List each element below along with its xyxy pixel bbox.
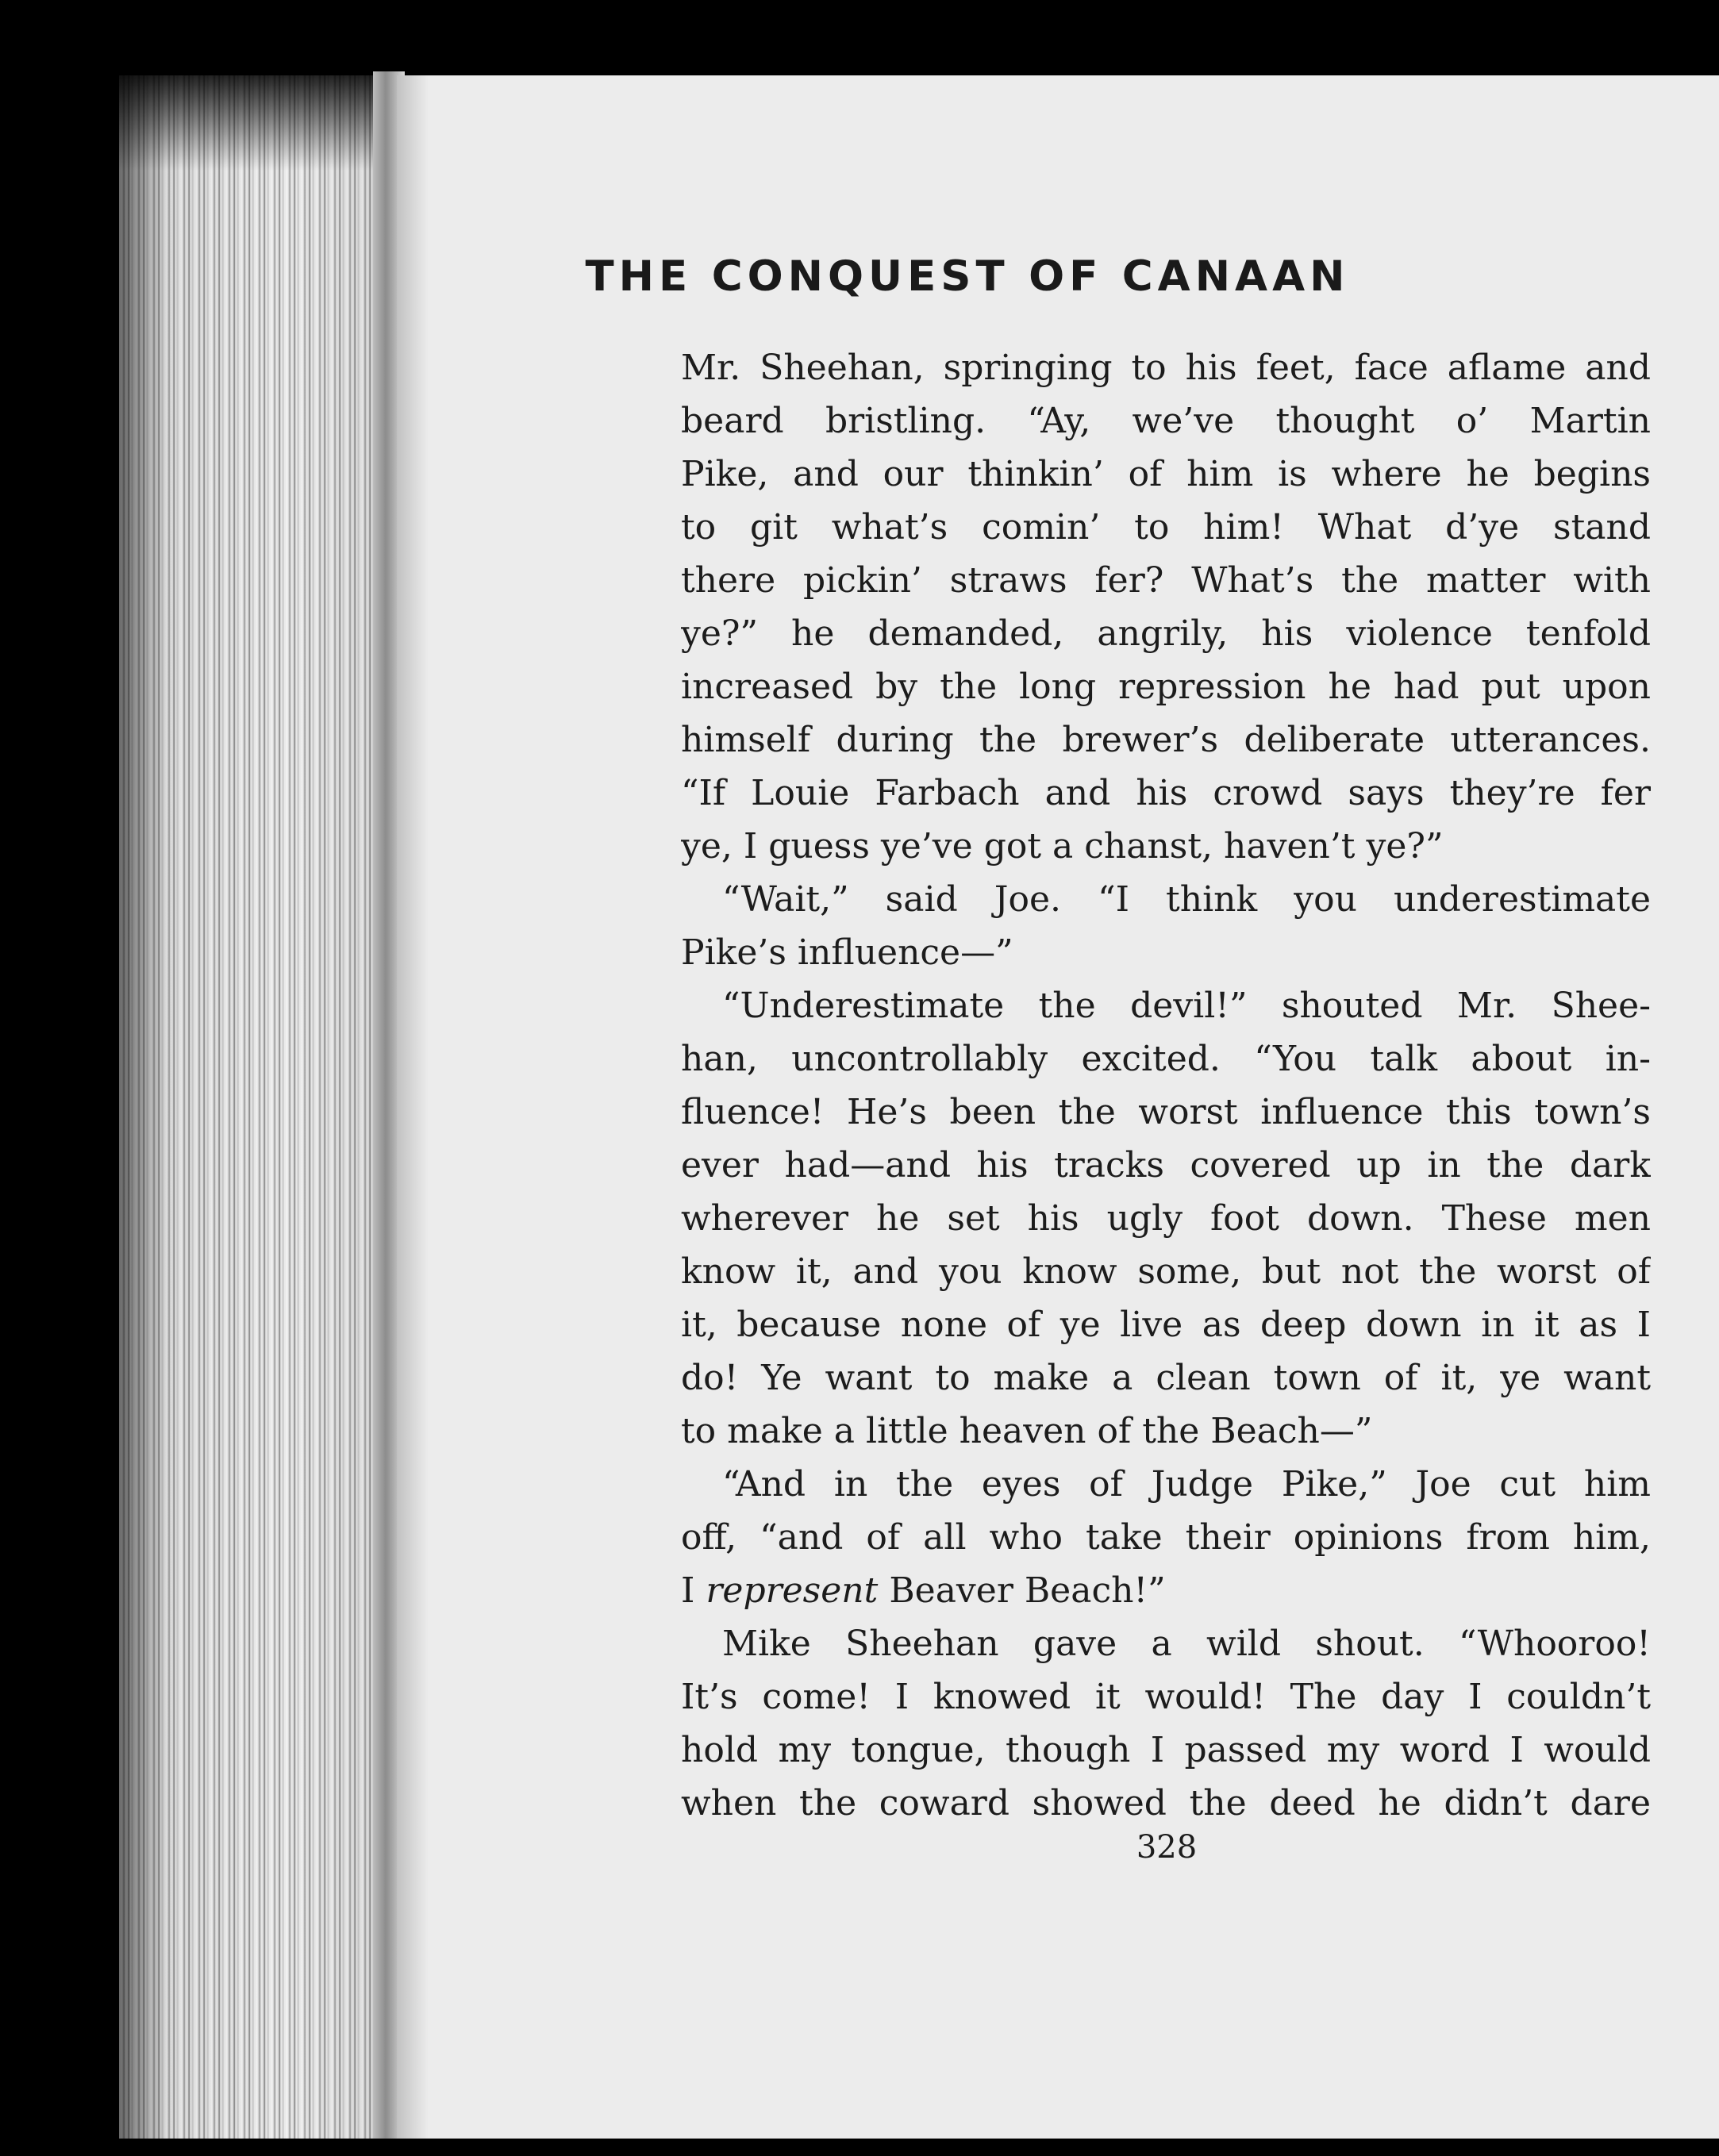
text-line: “Underestimate the devil!” shouted Mr. Shee- — [722, 986, 1651, 1026]
text-segment: I — [681, 1570, 706, 1611]
text-line: ye, I guess ye’ve got a chanst, haven’t ye?” — [681, 826, 1444, 867]
text-line: to git what’s comin’ to him! What d’ye stand — [681, 507, 1651, 548]
text-line: “Wait,” said Joe. “I think you underestimate — [722, 879, 1651, 920]
bottom-shadow — [119, 2139, 1719, 2156]
text-line: know it, and you know some, but not the worst of — [681, 1251, 1651, 1292]
text-line: wherever he set his ugly foot down. These men — [681, 1198, 1651, 1239]
text-line: himself during the brewer’s deliberate utterances. — [681, 720, 1651, 760]
text-line: Pike, and our thinkin’ of him is where he begins — [681, 454, 1651, 494]
text-line: off, “and of all who take their opinions from him, — [681, 1517, 1651, 1558]
text-line: “If Louie Farbach and his crowd says they’re fer — [681, 773, 1651, 813]
text-line: it, because none of ye live as deep down in it as I — [681, 1305, 1651, 1345]
running-head: THE CONQUEST OF CANAAN — [585, 252, 1350, 301]
text-line: Pike’s influence—” — [681, 932, 1013, 973]
text-line: hold my tongue, though I passed my word I would — [681, 1730, 1651, 1770]
body-text — [681, 341, 1651, 1830]
text-line: increased by the long repression he had put upon — [681, 667, 1651, 707]
text-line: “And in the eyes of Judge Pike,” Joe cut him — [722, 1464, 1651, 1505]
text-line: when the coward showed the deed he didn’t dare — [681, 1783, 1651, 1824]
text-line: fluence! He’s been the worst influence this town’s — [681, 1092, 1651, 1132]
text-line: to make a little heaven of the Beach—” — [681, 1411, 1373, 1451]
text-segment: Beaver Beach!” — [878, 1570, 1166, 1611]
text-line: han, uncontrollably excited. “You talk about in- — [681, 1039, 1651, 1079]
text-line: do! Ye want to make a clean town of it, ye want — [681, 1358, 1651, 1398]
page-number: 328 — [1136, 1829, 1198, 1866]
text-line: Mike Sheehan gave a wild shout. “Whooroo! — [722, 1624, 1651, 1664]
page-edges — [119, 75, 401, 2146]
text-line: Mr. Sheehan, springing to his feet, face aflame and — [681, 348, 1651, 388]
italic-text: represent — [706, 1570, 879, 1611]
text-line: It’s come! I knowed it would! The day I couldn’t — [681, 1677, 1651, 1717]
text-line: ye?” he demanded, angrily, his violence tenfold — [681, 613, 1651, 654]
text-line — [681, 1564, 1651, 1617]
text-line: ever had—and his tracks covered up in the dark — [681, 1145, 1651, 1186]
text-line: beard bristling. “Ay, we’ve thought o’ Martin — [681, 401, 1651, 441]
text-line: there pickin’ straws fer? What’s the matter with — [681, 560, 1651, 601]
